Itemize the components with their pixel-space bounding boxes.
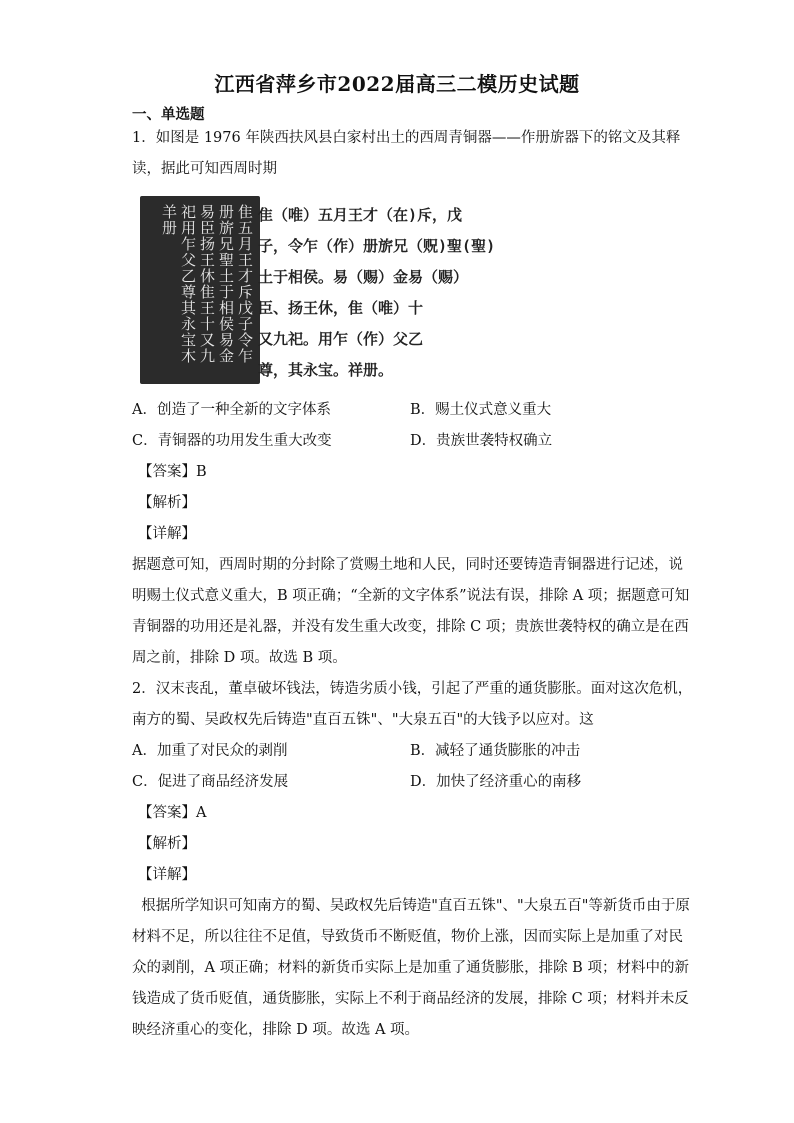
- rubbing-inscription: 隹五月王才斥戊子令乍册旂兄聖土于相侯易金易臣扬王休隹王十又九祀用乍父乙尊其永宝木羊册: [160, 204, 254, 364]
- q1-explanation-line: 青铜器的功用还是礼器，并没有发生重大改变，排除 C 项；贵族世袭特权的确立是在西: [132, 619, 689, 635]
- q2-stem-line-2: 南方的蜀、吴政权先后铸造"直百五铢"、"大泉五百"的大钱予以应对。这: [132, 712, 594, 728]
- q2-option-c: C．促进了商品经济发展: [132, 774, 289, 790]
- q1-stem-line-2: 读，据此可知西周时期: [132, 161, 277, 177]
- q1-option-c: C．青铜器的功用发生重大改变: [132, 433, 332, 449]
- q2-answer: 【答案】A: [138, 805, 207, 821]
- q2-detail-label: 【详解】: [138, 867, 196, 883]
- transcription-line: 尊，其永宝。祥册。: [258, 361, 394, 379]
- q2-explanation-line: 映经济重心的变化，排除 D 项。故选 A 项。: [132, 1022, 420, 1038]
- q1-inscription-figure: [140, 196, 520, 386]
- q1-explanation-line: 周之前，排除 D 项。故选 B 项。: [132, 650, 347, 666]
- q1-detail-label: 【详解】: [138, 526, 196, 542]
- q1-analysis-label: 【解析】: [138, 495, 196, 511]
- q2-stem-line-1: 2．汉末丧乱，董卓破坏钱法，铸造劣质小钱，引起了严重的通货膨胀。面对这次危机，: [132, 681, 693, 697]
- transcription-line: 子，令乍（作）册旂兄（贶)聖(聖): [258, 237, 496, 255]
- q2-explanation-line: 材料不足，所以往往不足值，导致货币不断贬值，物价上涨，因而实际上是加重了对民: [132, 929, 683, 945]
- transcription-line: 臣、扬王休，隹（唯）十: [258, 299, 424, 317]
- page-title: 江西省萍乡市2022届高三二模历史试题: [214, 72, 580, 96]
- q2-analysis-label: 【解析】: [138, 836, 196, 852]
- bronze-rubbing-image: [140, 196, 260, 384]
- section-heading: 一、单选题: [132, 106, 205, 123]
- inscription-transcription: [258, 200, 520, 386]
- transcription-line: 隹（唯）五月王才（在)斥，戊: [258, 206, 463, 224]
- q1-option-b: B．赐土仪式意义重大: [410, 402, 552, 418]
- q1-option-d: D．贵族世袭特权确立: [410, 433, 553, 449]
- q2-option-d: D．加快了经济重心的南移: [410, 774, 582, 790]
- q2-option-b: B．减轻了通货膨胀的冲击: [410, 743, 581, 759]
- q1-answer: 【答案】B: [138, 464, 207, 480]
- q1-explanation-line: 据题意可知，西周时期的分封除了赏赐土地和人民，同时还要铸造青铜器进行记述，说: [132, 557, 683, 573]
- q1-stem-line-1: 1．如图是 1976 年陕西扶风县白家村出土的西周青铜器——作册旂器下的铭文及其释: [132, 130, 681, 146]
- q2-explanation-line: 众的剥削，A 项正确；材料的新货币实际上是加重了通货膨胀，排除 B 项；材料中的新: [132, 960, 689, 976]
- transcription-line: 土于相侯。易（赐）金易（赐）: [258, 268, 469, 286]
- q1-option-a: A．创造了一种全新的文字体系: [132, 402, 331, 418]
- q1-explanation-line: 明赐土仪式意义重大，B 项正确；“全新的文字体系”说法有误，排除 A 项；据题意可知: [132, 588, 690, 604]
- transcription-line: 又九祀。用乍（作）父乙: [258, 330, 424, 348]
- q2-option-a: A．加重了对民众的剥削: [132, 743, 288, 759]
- q2-explanation-line: 钱造成了货币贬值，通货膨胀，实际上不利于商品经济的发展，排除 C 项；材料并未反: [132, 991, 689, 1007]
- q2-explanation-line: 根据所学知识可知南方的蜀、吴政权先后铸造"直百五铢"、"大泉五百"等新货币由于原: [132, 898, 690, 914]
